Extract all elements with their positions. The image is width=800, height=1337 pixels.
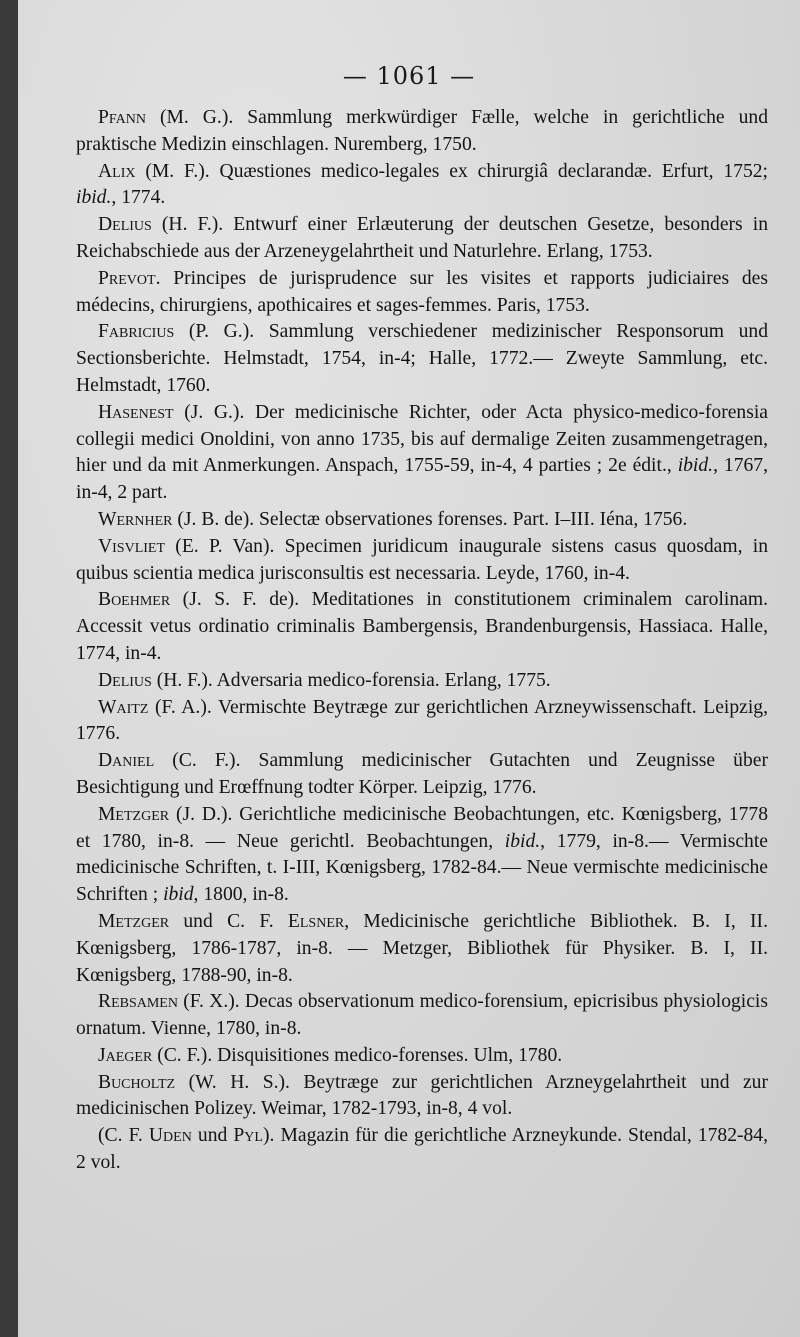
entry-text: (M. G.). Sammlung merkwürdiger Fælle, welche in gerichtliche und praktische Medizin einschlagen. Nuremberg, 1750. xyxy=(76,107,768,155)
entry-author: Pyl xyxy=(233,1125,263,1147)
entry-ibid: ibid xyxy=(163,884,194,906)
entry-author: Uden xyxy=(148,1125,192,1147)
entry-author: Metzger xyxy=(98,910,170,932)
entry-text: (F. X.). Decas observationum medico-forensium, epicrisibus physiologicis ornatum. Vienne, 1780, in-8. xyxy=(76,991,768,1040)
entry-prevot xyxy=(76,266,768,320)
entry-text: , 1779, in-8.— Vermischte medicinische Schriften, t. I-III, Kœnigsberg, 1782-84.— Neue vermischte medicinische Schriften ; xyxy=(76,830,768,906)
book-page xyxy=(18,0,800,1337)
entry-text: , 1767, in-4, 2 part. xyxy=(76,455,768,504)
entry-author: Waitz xyxy=(98,696,149,718)
entry-author: Elsner xyxy=(287,910,345,932)
entry-text: ). Magazin für die gerichtliche Arzneykunde. Stendal, 1782-84, 2 vol. xyxy=(76,1125,769,1174)
entry-author: Fabricius xyxy=(98,321,175,343)
entry-text: , 1800, in-8. xyxy=(193,884,289,906)
entry-text: (J. B. de). Selectæ observationes forenses. Part. I–III. Iéna, 1756. xyxy=(172,508,688,530)
entry-text: (P. G.). Sammlung verschiedener medizinischer Responsorum und Sectionsberichte. Helmstadt, 1754, in-4; Halle, 1772.— Zweyte Sammlung, etc. Helmstadt, 1760. xyxy=(76,321,768,396)
entry-author: Alix xyxy=(98,160,136,182)
entry-boehmer xyxy=(76,587,768,667)
entry-metzger-elsner xyxy=(76,909,768,989)
page-number: — 1061 — xyxy=(342,62,476,90)
entry-author: Boehmer xyxy=(98,589,171,611)
entry-text: und C. F. xyxy=(169,910,288,932)
entry-text: (M. F.). Quæstiones medico-legales ex chirurgiâ declarandæ. Erfurt, 1752; xyxy=(135,160,768,182)
entry-author: Visvliet xyxy=(98,535,166,557)
entry-text: (W. H. S.). Beytræge zur gerichtlichen Arzneygelahrtheit und zur medicinischen Polizey. Weimar, 1782-1793, in-8, 4 vol. xyxy=(76,1071,768,1120)
entry-text: (H. F.). Entwurf einer Erlæuterung der deutschen Gesetze, besonders in Reichabschiede aus der Arzeneygelahrtheit und Naturlehre. Erlang, 1753. xyxy=(76,214,768,262)
bibliography-text xyxy=(76,105,768,1177)
entry-uden-pyl xyxy=(76,1123,768,1177)
entry-delius-2 xyxy=(76,668,768,695)
entry-author: Hasenest xyxy=(98,401,174,423)
entry-visvliet xyxy=(76,534,768,588)
entry-text: (C. F.). Sammlung medicinischer Gutachten und Zeugnisse über Besichtigung und Erœffnung todter Körper. Leipzig, 1776. xyxy=(76,750,768,798)
entry-text: (J. G.). Der medicinische Richter, oder Acta physico-medico-forensia collegii medici Onoldini, von anno 1735, bis auf dermalige Zeiten zusammengetragen, hier und da mit Anmerkungen. Anspach, 1755-59, in-4, 4 parties ; 2e édit., xyxy=(76,401,768,477)
entry-author: Rebsamen xyxy=(98,991,178,1013)
entry-ibid: ibid. xyxy=(504,830,541,852)
entry-author: Metzger xyxy=(98,803,170,825)
entry-text: (F. A.). Vermischte Beytræge zur gerichtlichen Arzneywissenschaft. Leipzig, 1776. xyxy=(76,696,768,745)
entry-text: (J. D.). Gerichtliche medicinische Beobachtungen, etc. Kœnigsberg, 1778 et 1780, in-8. — Neue gerichtl. Beobachtungen, xyxy=(76,803,768,852)
entry-alix xyxy=(76,159,768,213)
entry-jaeger xyxy=(76,1043,768,1070)
entry-pfann xyxy=(76,105,768,159)
entry-text: (J. S. F. de). Meditationes in constitutionem criminalem carolinam. Accessit vetus ordinatio criminalis Bambergensis, Brandenburgensis, Hassiaca. Halle, 1774, in-4. xyxy=(76,589,768,664)
entry-waitz xyxy=(76,695,768,749)
entry-delius xyxy=(76,212,768,266)
entry-fabricius xyxy=(76,319,768,399)
entry-author: Daniel xyxy=(98,750,155,772)
entry-daniel xyxy=(76,748,768,802)
entry-ibid: ibid. xyxy=(76,187,112,209)
entry-text: (C. F.). Disquisitiones medico-forenses. Ulm, 1780. xyxy=(152,1044,563,1066)
entry-author: Delius xyxy=(98,214,152,236)
entry-text: . Principes de jurisprudence sur les visites et rapports judiciaires des médecins, chirurgiens, apothicaires et sages-femmes. Paris, 1753. xyxy=(76,267,768,316)
entry-author: Pfann xyxy=(98,107,146,128)
entry-author: Prevot xyxy=(98,267,156,289)
entry-text: , Medicinische gerichtliche Bibliothek. B. I, II. Kœnigsberg, 1786-1787, in-8. — Metzger, Bibliothek für Physiker. B. I, II. Kœnigsberg, 1788-90, in-8. xyxy=(76,910,768,986)
entry-rebsamen xyxy=(76,989,768,1043)
entry-text: (H. F.). Adversaria medico-forensia. Erlang, 1775. xyxy=(151,669,551,691)
entry-metzger xyxy=(76,802,768,909)
entry-bucholtz xyxy=(76,1070,768,1124)
entry-text: und xyxy=(191,1125,234,1147)
entry-wernher xyxy=(76,507,768,534)
entry-author: Bucholtz xyxy=(98,1071,176,1093)
entry-author: Delius xyxy=(98,669,152,691)
entry-author: Jaeger xyxy=(98,1044,153,1066)
entry-author: Wernher xyxy=(98,508,173,530)
entry-ibid: ibid. xyxy=(677,455,714,477)
entry-text: (C. F. xyxy=(98,1125,149,1147)
entry-text: , 1774. xyxy=(111,187,166,209)
entry-text: (E. P. Van). Specimen juridicum inaugurale sistens casus quosdam, in quibus scientia medica jurisconsultis est necessaria. Leyde, 1760, in-4. xyxy=(76,535,768,584)
entry-hasenest xyxy=(76,400,768,507)
